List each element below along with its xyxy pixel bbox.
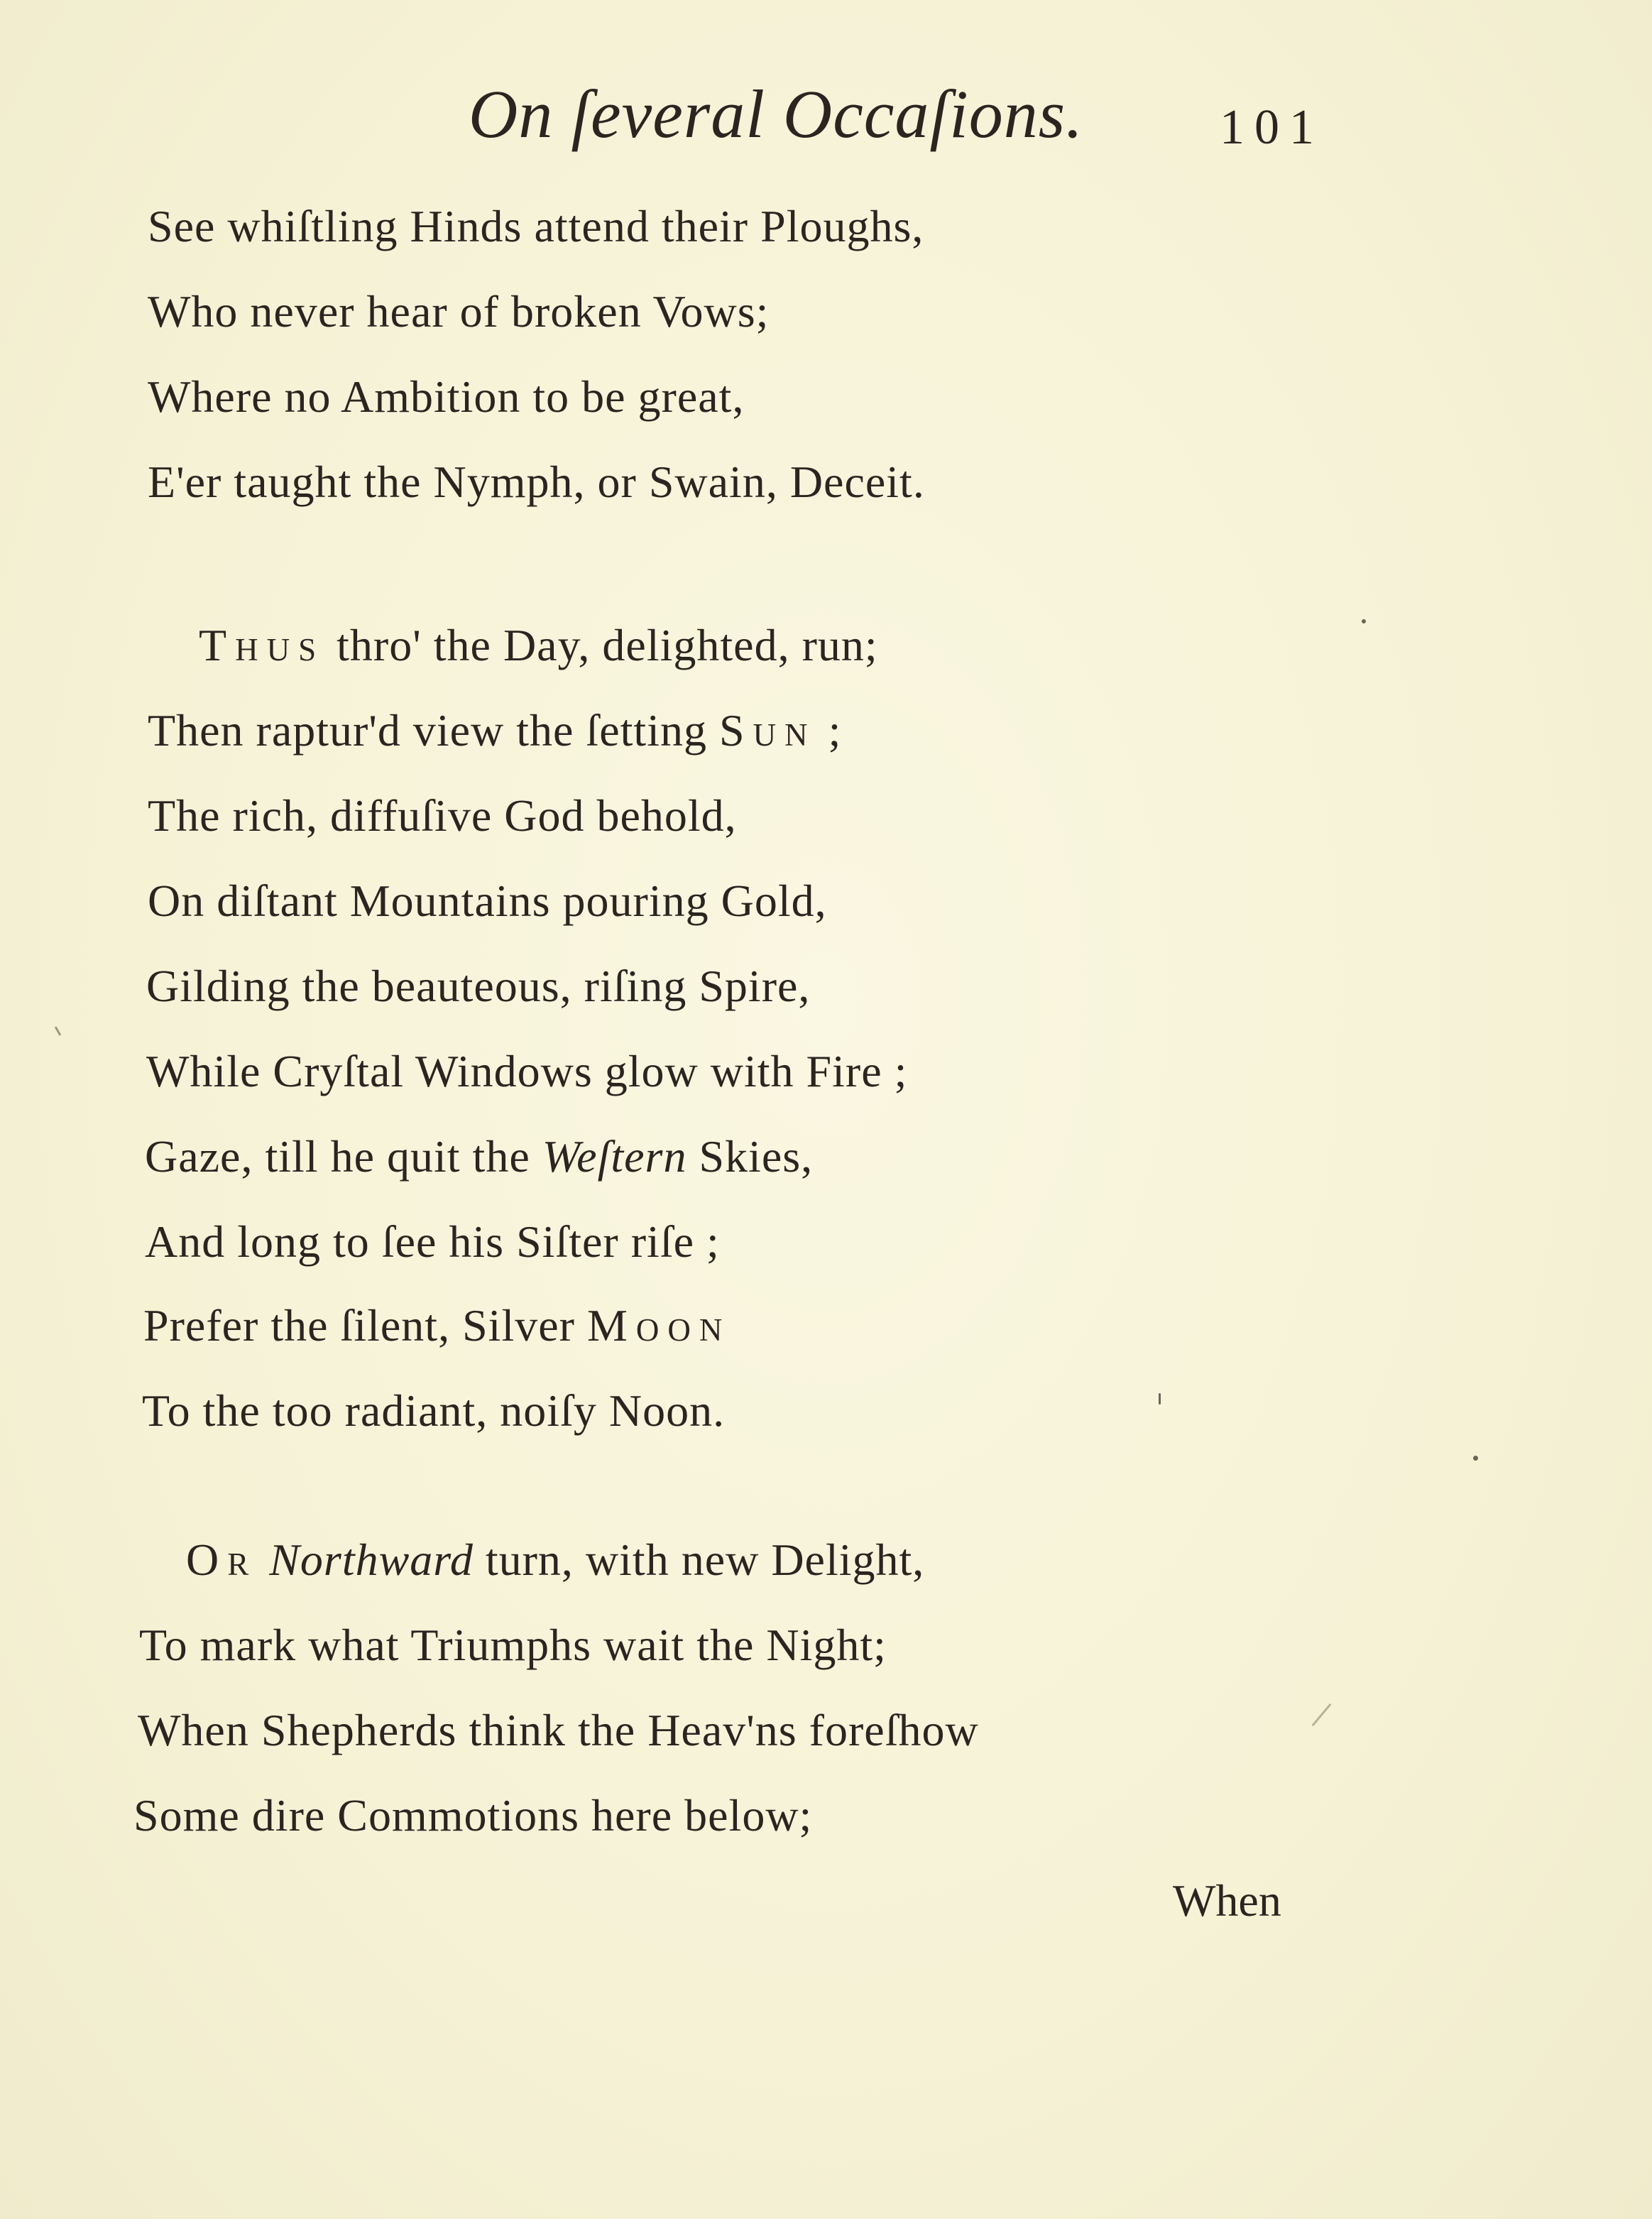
poem-line: See whiſtling Hinds attend their Ploughs, <box>148 201 924 251</box>
paper-speck <box>1311 1703 1331 1727</box>
poem-line: The rich, diffuſive God behold, <box>148 790 737 841</box>
running-head: On ſeveral Occaſions. <box>469 76 1084 152</box>
line-text: thro' the Day, delighted, run; <box>324 620 878 670</box>
poem-line: Some dire Commotions here below; <box>133 1790 813 1841</box>
paper-speck <box>1362 619 1366 623</box>
line-text: turn, with new Delight, <box>473 1534 925 1585</box>
italic-word: Weſtern <box>542 1131 687 1182</box>
line-text: ; <box>816 705 842 756</box>
italic-word: Northward <box>269 1534 474 1585</box>
line-text: Skies, <box>686 1131 814 1182</box>
paper-speck <box>1159 1393 1161 1405</box>
small-caps-word: Sun <box>718 705 816 756</box>
small-caps-word: Moon <box>586 1300 731 1351</box>
line-text: Prefer the ſilent, Silver <box>143 1300 587 1351</box>
poem-line: And long to ſee his Siſter riſe ; <box>145 1216 720 1267</box>
poem-line <box>143 1299 731 1352</box>
poem-line <box>145 1130 813 1183</box>
stanza-initial-word: Thus <box>199 620 325 670</box>
poem-line <box>148 704 841 757</box>
poem-line: While Cryſtal Windows glow with Fire ; <box>146 1046 908 1096</box>
poem-line <box>186 1534 924 1586</box>
line-text: Gaze, till he quit the <box>145 1131 542 1182</box>
catchword: When <box>1173 1875 1281 1926</box>
poem-line: To the too radiant, noiſy Noon. <box>142 1385 726 1436</box>
poem-line: Where no Ambition to be great, <box>148 371 745 422</box>
line-text: Then raptur'd view the ſetting <box>148 705 719 756</box>
paper-speck <box>1473 1456 1478 1461</box>
page-number: 101 <box>1220 100 1324 155</box>
poem-line: Who never hear of broken Vows; <box>148 286 770 337</box>
poem-line: When Shepherds think the Heav'ns foreſhow <box>138 1705 979 1755</box>
poem-line: E'er taught the Nymph, or Swain, Deceit. <box>148 457 925 507</box>
poem-line: To mark what Triumphs wait the Night; <box>139 1620 887 1670</box>
poem-line <box>199 619 878 672</box>
poem-line: Gilding the beauteous, riſing Spire, <box>146 961 811 1011</box>
stanza-initial-word: Or <box>186 1534 258 1585</box>
paper-speck <box>55 1026 62 1036</box>
poem-line: On diſtant Mountains pouring Gold, <box>148 876 827 926</box>
